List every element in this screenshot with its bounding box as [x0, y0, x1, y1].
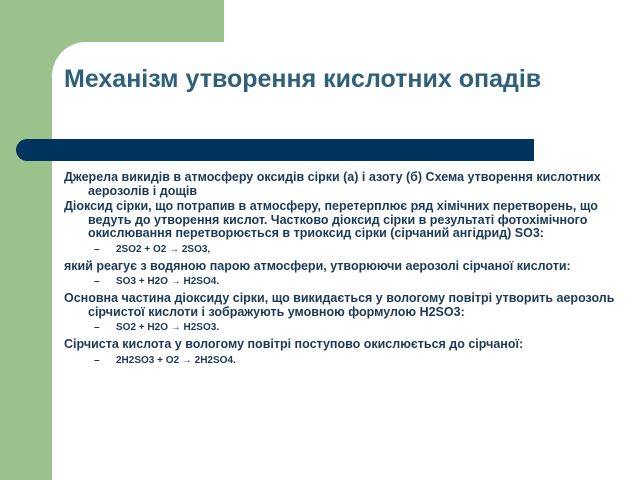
paragraph-oxidation: Сірчиста кислота у вологому повітрі поступово окислюється до сірчаної:: [64, 337, 524, 351]
paragraph-main-part: Основна частина діоксиду сірки, що викидається у вологому повітрі утворить аерозоль сірчистої кислоти і зображують умовною формулою H2SO3:: [64, 291, 615, 319]
title-underline-bar: [16, 139, 534, 161]
equation-item: [64, 321, 630, 334]
equation-text: SO2 + H2O → H2SO3.: [116, 322, 220, 333]
paragraph-sulfur-dioxide: Діоксид сірки, що потрапив в атмосферу, перетерплює ряд хімічних перетворень, що ведуть до утворення кислот. Частково діоксид сірки в результаті фотохімічного окислювання перетворюється в триоксид сірки (сірчаний ангідрид) SO3:: [64, 199, 598, 240]
equation-item: [64, 354, 630, 367]
dash-bullet: –: [94, 276, 100, 287]
paragraph-sources: Джерела викидів в атмосферу оксидів сірки (а) і азоту (б) Схема утворення кислотних аерозолів і дощів: [64, 170, 601, 198]
equation-text: SO3 + H2O → H2SO4.: [116, 276, 220, 287]
equation-text: 2H2SO3 + O2 → 2H2SO4.: [116, 354, 236, 366]
equation-item: [64, 243, 630, 256]
slide-body: [64, 171, 630, 371]
dash-bullet: –: [94, 354, 100, 366]
dash-bullet: –: [94, 243, 100, 255]
equation-item: [64, 275, 630, 288]
equation-text: 2SO2 + O2 → 2SO3,: [116, 243, 211, 255]
slide-title: Механізм утворення кислотних опадів: [64, 65, 542, 93]
paragraph-water-vapor: який реагує з водяною парою атмосфери, утворюючи аерозолі сірчаної кислоти:: [64, 258, 571, 273]
dash-bullet: –: [94, 322, 100, 333]
